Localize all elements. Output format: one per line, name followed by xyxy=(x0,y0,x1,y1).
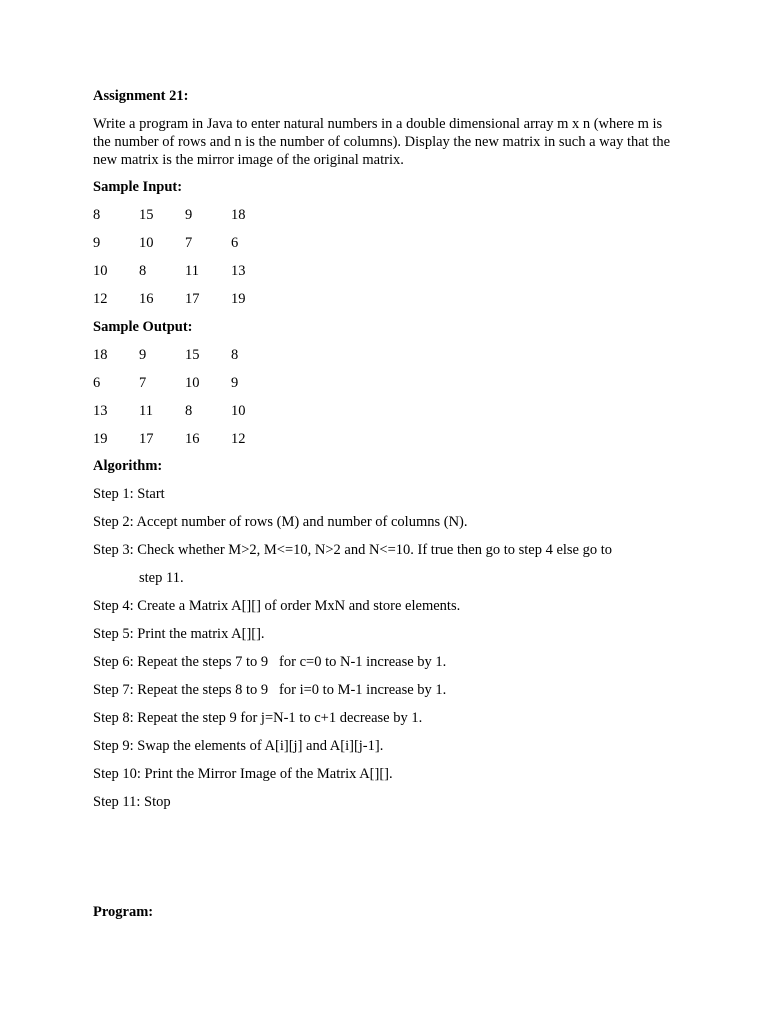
program-heading: Program: xyxy=(93,904,154,920)
algorithm-step: Step 7: Repeat the steps 8 to 9 for i=0 to M-1 increase by 1. xyxy=(93,682,447,698)
matrix-row xyxy=(93,201,393,229)
matrix-cell: 17 xyxy=(185,291,200,307)
matrix-cell: 19 xyxy=(231,291,246,307)
matrix-cell: 9 xyxy=(231,375,239,391)
matrix-cell: 18 xyxy=(93,347,108,363)
algorithm-steps xyxy=(93,480,693,816)
matrix-cell: 9 xyxy=(139,347,147,363)
matrix-row xyxy=(93,257,393,285)
matrix-cell: 19 xyxy=(93,431,108,447)
matrix-cell: 18 xyxy=(231,207,246,223)
sample-output-matrix xyxy=(93,341,393,453)
matrix-cell: 16 xyxy=(139,291,154,307)
matrix-cell: 11 xyxy=(185,263,199,279)
matrix-cell: 8 xyxy=(93,207,101,223)
assignment-description: Write a program in Java to enter natural numbers in a double dimensional array m x n (where m is the number of rows and n is the number of columns). Display the new matrix in such a way that the new matrix is the mirror image of the original matrix. xyxy=(93,116,671,168)
matrix-cell: 7 xyxy=(139,375,147,391)
matrix-cell: 13 xyxy=(231,263,246,279)
matrix-cell: 11 xyxy=(139,403,153,419)
matrix-row xyxy=(93,285,393,313)
matrix-cell: 10 xyxy=(93,263,108,279)
matrix-cell: 8 xyxy=(231,347,239,363)
matrix-cell: 9 xyxy=(185,207,193,223)
matrix-cell: 12 xyxy=(231,431,246,447)
algorithm-step: Step 1: Start xyxy=(93,486,165,502)
matrix-cell: 10 xyxy=(231,403,246,419)
matrix-row xyxy=(93,397,393,425)
matrix-cell: 15 xyxy=(139,207,154,223)
algorithm-step: Step 11: Stop xyxy=(93,794,171,810)
algorithm-step: Step 6: Repeat the steps 7 to 9 for c=0 to N-1 increase by 1. xyxy=(93,654,447,670)
algorithm-step: Step 9: Swap the elements of A[i][j] and A[i][j-1]. xyxy=(93,738,384,754)
assignment-title: Assignment 21: xyxy=(93,88,189,104)
algorithm-step: Step 8: Repeat the step 9 for j=N-1 to c+1 decrease by 1. xyxy=(93,710,423,726)
matrix-cell: 13 xyxy=(93,403,108,419)
matrix-cell: 8 xyxy=(139,263,147,279)
matrix-cell: 9 xyxy=(93,235,101,251)
matrix-cell: 6 xyxy=(231,235,239,251)
algorithm-step-continuation: step 11. xyxy=(139,570,184,586)
matrix-row xyxy=(93,369,393,397)
sample-input-heading: Sample Input: xyxy=(93,179,183,195)
matrix-cell: 10 xyxy=(185,375,200,391)
algorithm-step: Step 3: Check whether M>2, M<=10, N>2 and N<=10. If true then go to step 4 else go to xyxy=(93,542,613,558)
sample-input-matrix xyxy=(93,201,393,313)
matrix-cell: 12 xyxy=(93,291,108,307)
matrix-cell: 7 xyxy=(185,235,193,251)
matrix-row xyxy=(93,425,393,453)
algorithm-step: Step 10: Print the Mirror Image of the Matrix A[][]. xyxy=(93,766,393,782)
matrix-cell: 6 xyxy=(93,375,101,391)
algorithm-step: Step 4: Create a Matrix A[][] of order MxN and store elements. xyxy=(93,598,461,614)
matrix-row xyxy=(93,341,393,369)
matrix-cell: 10 xyxy=(139,235,154,251)
algorithm-step: Step 5: Print the matrix A[][]. xyxy=(93,626,265,642)
algorithm-heading: Algorithm: xyxy=(93,458,163,474)
sample-output-heading: Sample Output: xyxy=(93,319,193,335)
matrix-cell: 15 xyxy=(185,347,200,363)
matrix-row xyxy=(93,229,393,257)
matrix-cell: 8 xyxy=(185,403,193,419)
matrix-cell: 16 xyxy=(185,431,200,447)
matrix-cell: 17 xyxy=(139,431,154,447)
algorithm-step: Step 2: Accept number of rows (M) and number of columns (N). xyxy=(93,514,468,530)
